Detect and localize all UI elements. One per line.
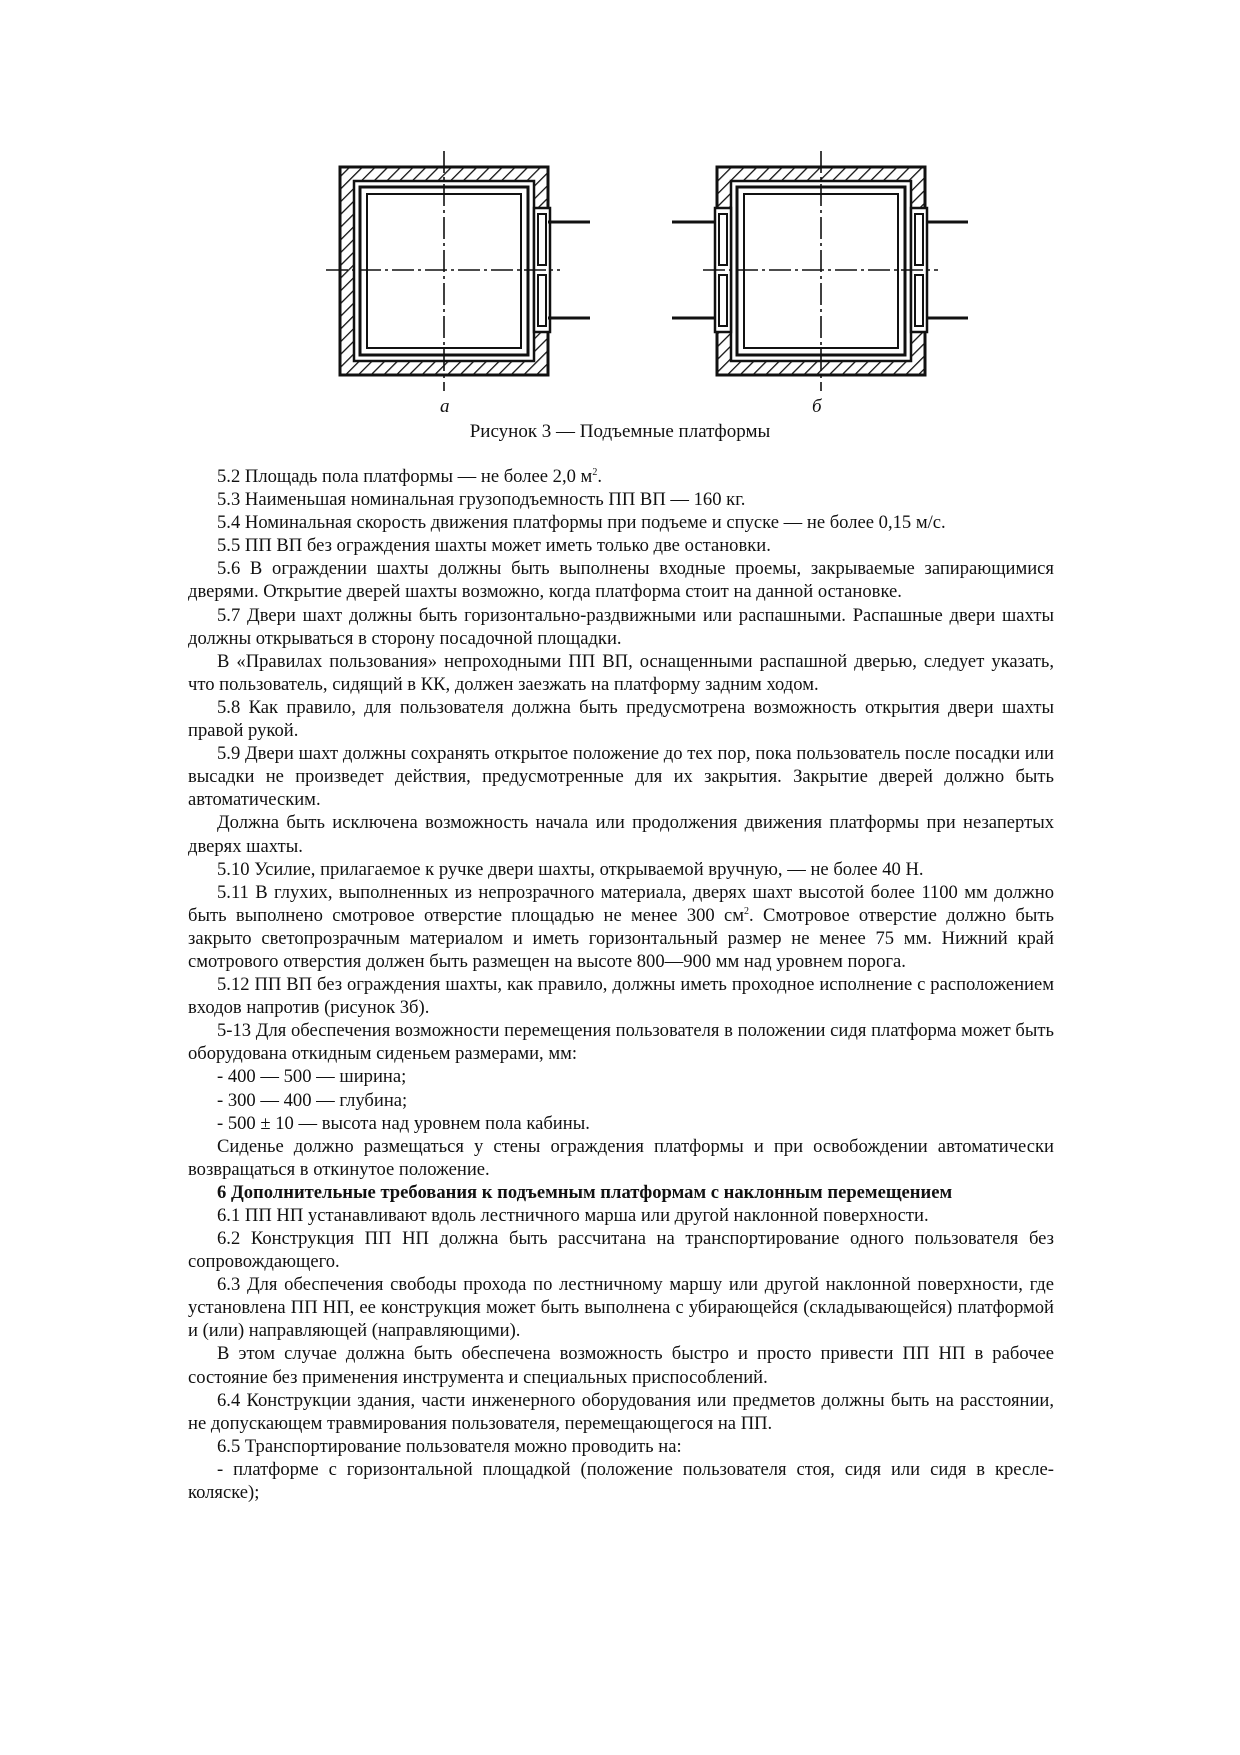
paragraph-6-3: 6.3 Для обеспечения свободы прохода по лестничному маршу или другой наклонной поверхности, где установлена ПП НП, ее конструкция может быть выполнена с убирающейся (складывающейся) платформой и (или) направляющей (направляющими).: [188, 1274, 1054, 1342]
section-6-heading: 6 Дополнительные требования к подъемным платформам с наклонным перемещением: [217, 1181, 953, 1203]
paragraph-5-3: 5.3 Наименьшая номинальная грузоподъемность ПП ВП — 160 кг.: [217, 489, 746, 511]
diagram-b: [672, 151, 968, 391]
paragraph-5-2: 5.2 Площадь пола платформы — не более 2,0 $м^2$.: [217, 466, 602, 487]
platform-diagrams: [320, 145, 1000, 395]
paragraph-5-10: 5.10 Усилие, прилагаемое к ручке двери шахты, открываемой вручную, — не более 40 Н.: [217, 858, 924, 880]
paragraph-5-11: 5.11 В глухих, выполненных из непрозрачного материала, дверях шахт высотой более 1100 мм должно быть выполнено смотровое отверстие площадью не менее 300 $см^2$. Смотровое отверстие должно быть закрыто светопрозрачным материалом и иметь горизонтальный размер не менее 75 мм. Нижний край смотрового отверстия должен быть размещен на высоте 800—900 мм над уровнем порога.: [188, 881, 1054, 972]
paragraph-5-7: 5.7 Двери шахт должны быть горизонтально-раздвижными или распашными. Распашные двери шахты должны открываться в сторону посадочной площадки.: [188, 604, 1054, 649]
paragraph-6-5: 6.5 Транспортирование пользователя можно проводить на:: [217, 1435, 682, 1457]
paragraph-5-12: 5.12 ПП ВП без ограждения шахты, как правило, должны иметь проходное исполнение с расположением входов напротив (рисунок 3б).: [188, 974, 1054, 1019]
paragraph-6-2: 6.2 Конструкция ПП НП должна быть рассчитана на транспортирование одного пользователя без сопровождающего.: [188, 1228, 1054, 1273]
paragraph-5-13: 5-13 Для обеспечения возможности перемещения пользователя в положении сидя платформа может быть оборудована откидным сиденьем размерами, мм:: [188, 1020, 1054, 1065]
paragraph-5-6: 5.6 В ограждении шахты должны быть выполнены входные проемы, закрываемые запирающимися дверями. Открытие дверей шахты возможно, когда платформа стоит на данной остановке.: [188, 558, 1054, 603]
figure-caption: Рисунок 3 — Подъемные платформы: [469, 421, 771, 442]
figure-label-b: б: [812, 396, 822, 417]
figure-label-a: а: [440, 396, 450, 417]
platform-figure: [320, 145, 1000, 395]
paragraph-5-5: 5.5 ПП ВП без ограждения шахты может иметь только две остановки.: [217, 535, 771, 557]
body-text: [188, 465, 1054, 1504]
paragraph-5-8: 5.8 Как правило, для пользователя должна быть предусмотрена возможность открытия двери шахты правой рукой.: [188, 696, 1054, 742]
list-item: - 400 — 500 — ширина;: [217, 1066, 407, 1088]
paragraph-5-4: 5.4 Номинальная скорость движения платформы при подъеме и спуске — не более 0,15 м/с.: [217, 512, 946, 534]
list-item: - 300 — 400 — глубина;: [217, 1089, 408, 1111]
paragraph-5-9b: Должна быть исключена возможность начала или продолжения движения платформы при незапертых дверях шахты.: [188, 812, 1054, 857]
paragraph-5-13b: Сиденье должно размещаться у стены ограждения платформы и при освобождении автоматически возвращаться в откинутое положение.: [188, 1135, 1054, 1180]
paragraph-6-1: 6.1 ПП НП устанавливают вдоль лестничного марша или другой наклонной поверхности.: [217, 1204, 929, 1226]
paragraph-5-7b: В «Правилах пользования» непроходными ПП ВП, оснащенными распашной дверью, следует указать, что пользователь, сидящий в КК, должен заезжать на платформу задним ходом.: [188, 650, 1054, 695]
paragraph-6-4: 6.4 Конструкции здания, части инженерного оборудования или предметов должны быть на расстоянии, не допускающем травмирования пользователя, перемещающегося на ПП.: [188, 1389, 1054, 1434]
list-item: - платформе с горизонтальной площадкой (положение пользователя стоя, сидя или сидя в кресле-коляске);: [188, 1458, 1054, 1504]
list-item: - 500 ± 10 — высота над уровнем пола кабины.: [217, 1112, 590, 1134]
paragraph-5-9: 5.9 Двери шахт должны сохранять открытое положение до тех пор, пока пользователь после посадки или высадки не произведет действия, предусмотренные для их закрытия. Закрытие дверей должно быть автоматическим.: [188, 743, 1054, 811]
paragraph-6-3b: В этом случае должна быть обеспечена возможность быстро и просто привести ПП НП в рабочее состояние без применения инструмента и специальных приспособлений.: [188, 1343, 1054, 1388]
diagram-a: [326, 151, 590, 391]
